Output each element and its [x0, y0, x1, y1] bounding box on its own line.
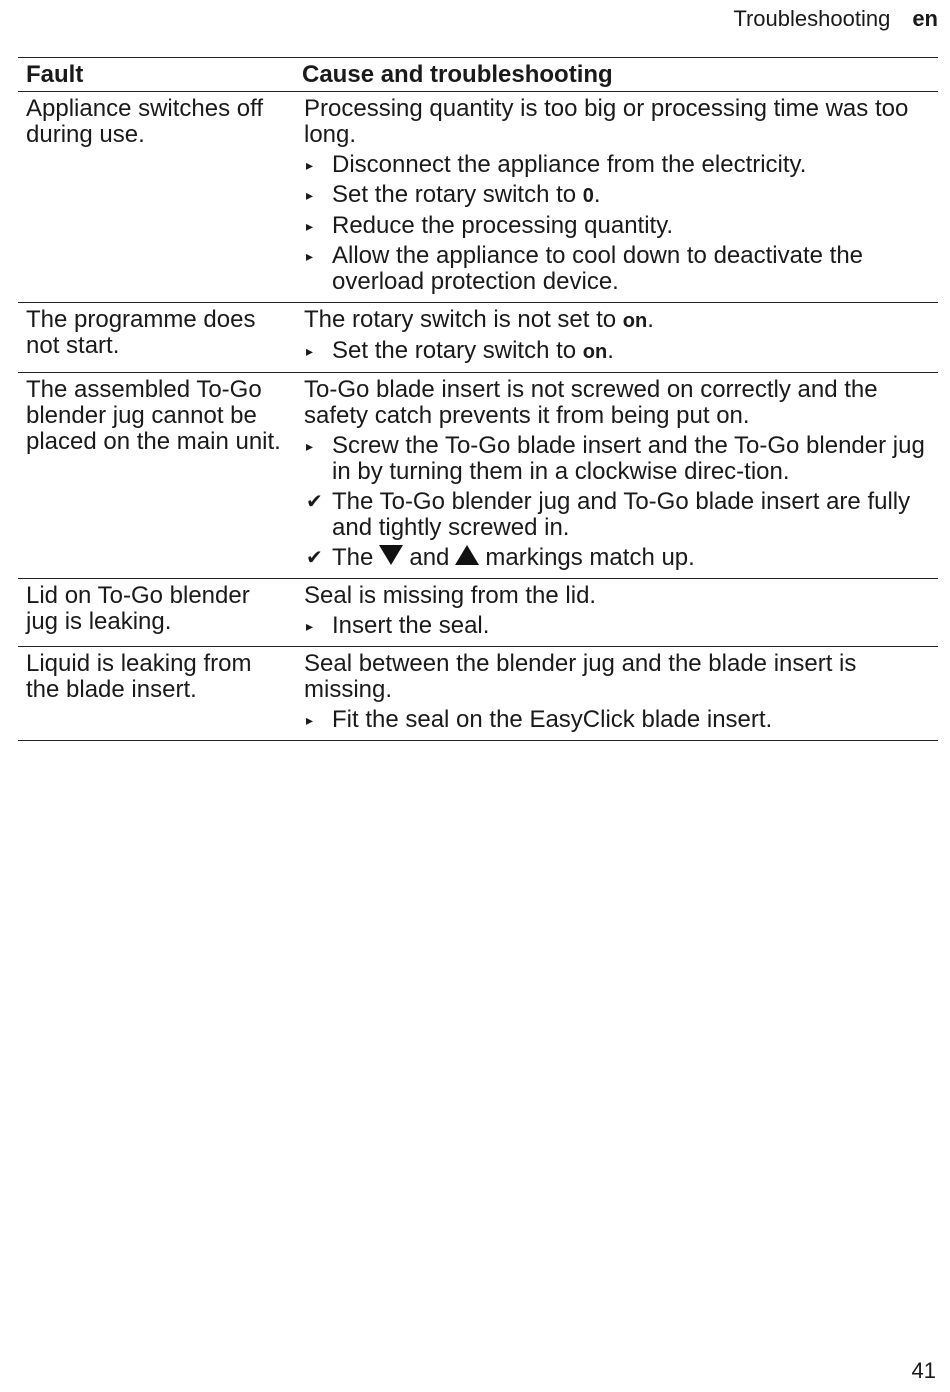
- cause-text: Seal is missing from the lid.: [304, 582, 597, 609]
- table-row: [18, 303, 938, 373]
- cause-text: [304, 307, 938, 334]
- fault-cell: The assembled To-Go blender jug cannot be placed on the main unit.: [18, 373, 294, 579]
- triangle-right-bullet-icon: ▸: [306, 618, 314, 634]
- step-text: Set the rotary switch to: [332, 337, 583, 364]
- list-item: [304, 613, 938, 639]
- step-text: Insert the seal.: [332, 612, 490, 639]
- step-list: [304, 707, 938, 733]
- result-text-mid: and: [409, 544, 450, 571]
- fault-cell: The programme does not start.: [18, 303, 294, 373]
- step-list: [304, 433, 938, 571]
- triangle-right-bullet-icon: ▸: [306, 438, 314, 454]
- step-text: Disconnect the appliance from the electricity.: [332, 151, 807, 178]
- switch-position-value: on: [582, 341, 608, 363]
- step-text: Allow the appliance to cool down to deactivate the overload protection device.: [332, 242, 864, 295]
- list-item: [304, 152, 938, 178]
- step-list: [304, 613, 938, 639]
- table-row: [18, 579, 938, 647]
- list-item: [304, 182, 938, 209]
- cause-cell: [294, 92, 938, 303]
- result-item: [304, 489, 938, 541]
- table-row: [18, 647, 938, 741]
- list-item: [304, 707, 938, 733]
- step-text: Set the rotary switch to: [332, 181, 583, 208]
- step-text-end: .: [607, 337, 614, 364]
- cause-cell: [294, 303, 938, 373]
- list-item: [304, 433, 938, 485]
- fault-cell: Lid on To-Go blender jug is leaking.: [18, 579, 294, 647]
- step-list: [304, 152, 938, 295]
- triangle-right-bullet-icon: ▸: [306, 157, 314, 173]
- checkmark-icon: ✔: [306, 491, 323, 513]
- cause-text-start: The rotary switch is not set to: [304, 306, 623, 333]
- triangle-right-bullet-icon: ▸: [306, 343, 314, 359]
- triangle-down-marking-icon: [379, 545, 403, 565]
- checkmark-icon: ✔: [306, 547, 323, 569]
- cause-cell: [294, 579, 938, 647]
- step-text: Screw the To-Go blade insert and the To-Go blender jug in by turning them in a clockwise direc-tion.: [332, 432, 925, 485]
- triangle-right-bullet-icon: ▸: [306, 187, 314, 203]
- triangle-right-bullet-icon: ▸: [306, 248, 314, 264]
- page-number: 41: [911, 1358, 936, 1383]
- table-row: [18, 373, 938, 579]
- triangle-right-bullet-icon: ▸: [306, 218, 314, 234]
- result-text-end: markings match up.: [485, 544, 695, 571]
- troubleshooting-table: [18, 57, 938, 741]
- section-title: Troubleshooting: [733, 6, 891, 31]
- cause-cell: [294, 373, 938, 579]
- step-list: [304, 338, 938, 365]
- table-row: [18, 92, 938, 303]
- step-text: Fit the seal on the EasyClick blade insert.: [332, 706, 773, 733]
- triangle-right-bullet-icon: ▸: [306, 712, 314, 728]
- fault-cell: Liquid is leaking from the blade insert.: [18, 647, 294, 741]
- fault-column-header: Fault: [18, 58, 294, 92]
- cause-column-header: Cause and troubleshooting: [294, 58, 938, 92]
- cause-text: Seal between the blender jug and the blade insert is missing.: [304, 650, 857, 703]
- fault-cell: Appliance switches off during use.: [18, 92, 294, 303]
- list-item: [304, 243, 938, 295]
- result-text-start: The: [332, 544, 374, 571]
- result-item: [304, 545, 938, 571]
- step-text: Reduce the processing quantity.: [332, 212, 674, 239]
- result-text: The To-Go blender jug and To-Go blade insert are fully and tightly screwed in.: [332, 488, 911, 541]
- list-item: [304, 213, 938, 239]
- triangle-up-marking-icon: [455, 545, 479, 565]
- list-item: [304, 338, 938, 365]
- switch-position-value: 0: [582, 185, 594, 207]
- page-header: [733, 6, 938, 32]
- table-header-row: [18, 58, 938, 92]
- switch-position-value: on: [622, 310, 648, 332]
- cause-cell: [294, 647, 938, 741]
- cause-text: Processing quantity is too big or processing time was too long.: [304, 95, 909, 148]
- step-text-end: .: [593, 181, 601, 208]
- cause-text-end: .: [647, 306, 654, 333]
- cause-text: To-Go blade insert is not screwed on correctly and the safety catch prevents it from being put on.: [304, 376, 878, 429]
- language-code: en: [912, 6, 938, 31]
